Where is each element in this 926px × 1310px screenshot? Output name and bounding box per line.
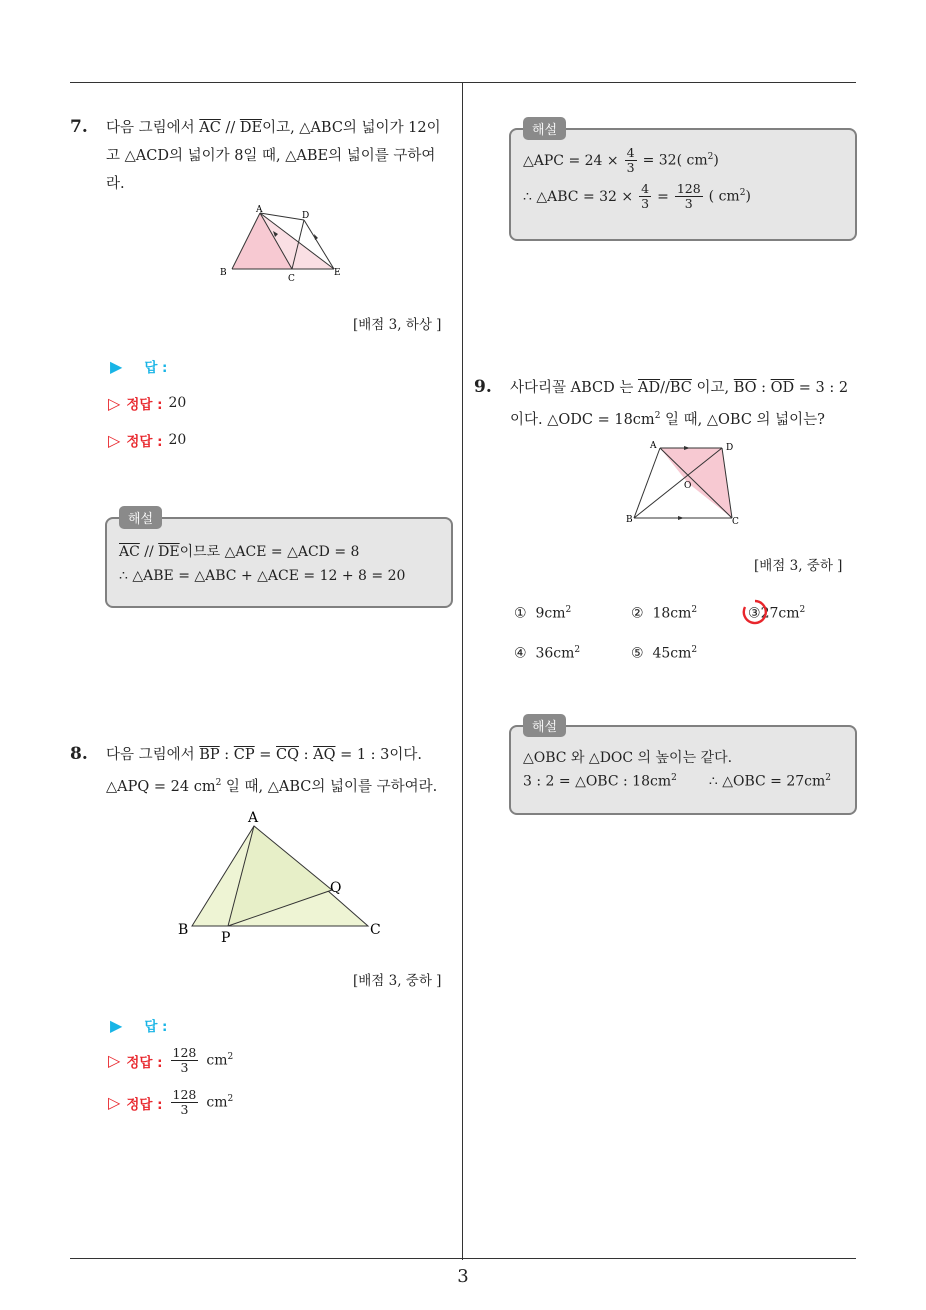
q9-choice-1[interactable]: ① $9cm^2$ xyxy=(514,605,572,622)
q9-choice-2[interactable]: ② $18cm^2$ xyxy=(631,605,698,622)
play-icon: ▶ xyxy=(110,1015,123,1035)
q8-correct-row: ▷ 정답 : $\frac{128}{3}$ $cm^2$ xyxy=(108,1045,234,1075)
q7-label-b: B xyxy=(220,268,227,278)
q8-label-q: Q xyxy=(330,880,342,896)
q8-label-a: A xyxy=(248,810,259,826)
q8-correct-label: 정답 : xyxy=(126,1054,163,1071)
bottom-rule xyxy=(70,1258,856,1259)
q8-figure xyxy=(172,806,392,946)
q7-correct-row xyxy=(108,393,186,413)
q9-label-a: A xyxy=(650,441,657,451)
q8-correct-label-2: 정답 : xyxy=(126,1096,163,1113)
q9-explain-tag: 해설 xyxy=(523,714,566,737)
play-icon: ▶ xyxy=(110,356,123,376)
triangle-right-icon: ▷ xyxy=(108,393,121,413)
q7-label-e: E xyxy=(334,268,341,278)
q9-label-o: O xyxy=(684,481,692,491)
q8-correct-row-2: ▷ 정답 : $\frac{128}{3}$ $cm^2$ xyxy=(108,1087,234,1117)
q8-label-p: P xyxy=(221,930,231,946)
q9-choice-3[interactable]: $③27cm^2$ xyxy=(748,605,806,622)
q8-meta: [배점 3, 중하 ] xyxy=(353,973,442,989)
q7-meta: [배점 3, 하상 ] xyxy=(353,317,442,333)
q8-explain-line1: △APC = 24 × $\frac{4}{3}$ = 32( $cm^2$) xyxy=(523,145,719,175)
q8-explain-line2: ∴ △ABC = 32 × $\frac{4}{3}$ = $\frac{128}{3}$ ( $cm^2$) xyxy=(523,181,751,211)
q9-label-c: C xyxy=(732,517,739,527)
q8-answer-label: 답 : xyxy=(144,1019,168,1035)
q9-number: 9. xyxy=(474,377,492,397)
q7-correct-value: 20 xyxy=(168,395,187,411)
q7-text: 다음 그림에서 $\overline{AC} // \overline{DE}$이고, △ABC의 넓이가 12이 고 △ACD의 넓이가 8일 때, △ABE의 넓이를 구하여 라. xyxy=(106,120,441,192)
triangle-right-icon: ▷ xyxy=(108,1093,121,1112)
q7-explanation-box xyxy=(105,517,453,608)
column-divider xyxy=(462,82,463,1260)
selected-answer-circle-icon xyxy=(740,598,770,628)
q8-explanation-box xyxy=(509,128,857,241)
q9-explanation-box xyxy=(509,725,857,815)
page-number: 3 xyxy=(457,1266,469,1287)
q7-correct-label-2: 정답 : xyxy=(126,434,163,450)
triangle-right-icon: ▷ xyxy=(108,1051,121,1070)
q9-meta: [배점 3, 중하 ] xyxy=(754,558,843,574)
q7-explain-line2: ∴ △ABE = △ABC + △ACE = 12 + 8 = 20 xyxy=(119,568,406,584)
top-rule xyxy=(70,82,856,83)
q7-label-c: C xyxy=(288,274,295,284)
q7-label-d: D xyxy=(302,211,310,221)
q8-answer-row xyxy=(110,1015,167,1035)
q8-label-b: B xyxy=(178,922,189,938)
q9-label-d: D xyxy=(726,443,734,453)
q8-correct-fraction: $\frac{128}{3}$ xyxy=(172,1045,197,1075)
q9-choice-4[interactable]: ④ $36cm^2$ xyxy=(514,645,581,662)
q7-correct-label: 정답 : xyxy=(126,397,163,413)
q8-correct-fraction-2: $\frac{128}{3}$ xyxy=(172,1087,197,1117)
q7-label-a: A xyxy=(256,205,263,215)
q9-text: 사다리꼴 ABCD 는 $\overline{AD}//\overline{BC}$ 이고, $\overline{BO}$ : $\overline{OD} = 3$ : 2 이다. △ODC = $18cm^2$ 일 때, △OBC 의 넓이는? xyxy=(510,380,849,428)
q8-text: 다음 그림에서 $\overline{BP}$ : $\overline{CP} = \overline{CQ}$ : $\overline{AQ} = 1$ : 3이다. △APQ = 24 $cm^2$ 일 때, △ABC의 넓이를 구하여라. xyxy=(106,747,438,795)
q7-correct-row-2 xyxy=(108,430,186,450)
q7-number: 7. xyxy=(70,117,88,137)
q7-correct-value-2: 20 xyxy=(168,432,187,448)
q8-label-c: C xyxy=(370,922,381,938)
q9-explain-line1: △OBC 와 △DOC 의 높이는 같다. xyxy=(523,750,733,766)
q7-explain-line1: $\overline{AC} // \overline{DE}$이므로 △ACE = △ACD = 8 xyxy=(119,544,360,560)
q9-label-b: B xyxy=(626,515,633,525)
q8-explain-tag: 해설 xyxy=(523,117,566,140)
q7-figure xyxy=(212,200,352,286)
q9-figure xyxy=(618,436,748,530)
triangle-right-icon: ▷ xyxy=(108,430,121,450)
q7-answer-row xyxy=(110,356,167,376)
q9-choice-5[interactable]: ⑤ $45cm^2$ xyxy=(631,645,698,662)
q7-explain-tag: 해설 xyxy=(119,506,162,529)
q8-number: 8. xyxy=(70,744,88,764)
q7-answer-label: 답 : xyxy=(144,360,168,376)
q9-explain-line2: 3 : 2 = △OBC : $18cm^2$ ∴ △OBC = $27cm^2$ xyxy=(523,773,832,790)
